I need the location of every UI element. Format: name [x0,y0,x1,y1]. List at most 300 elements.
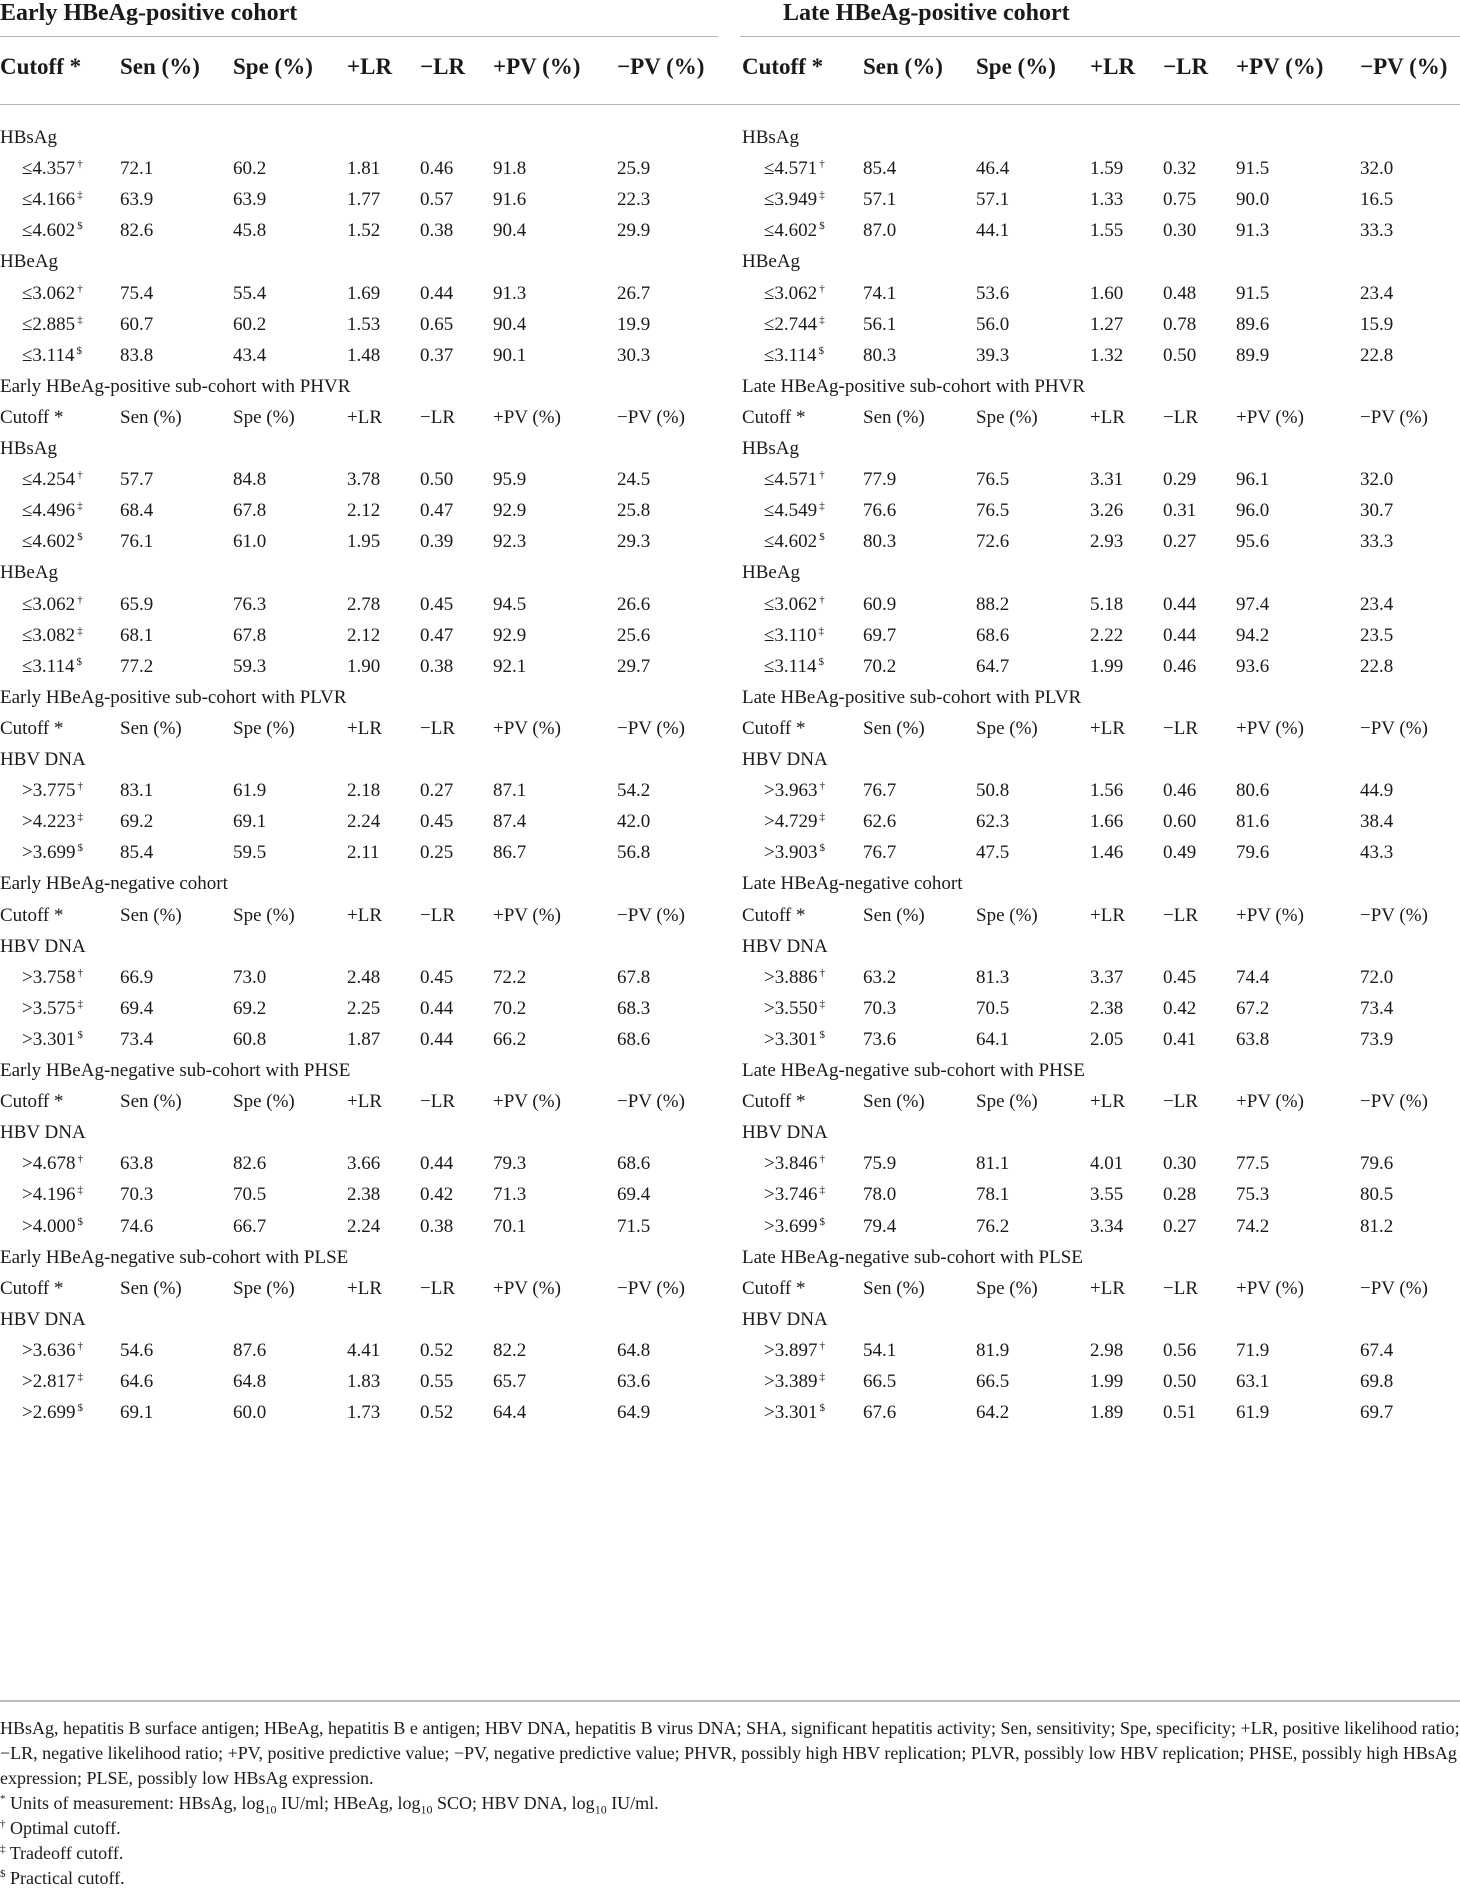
value-npv: 64.8 [617,1340,651,1361]
subheader-ppv: +PV (%) [493,905,561,926]
subheader-npv: −PV (%) [1360,1278,1428,1299]
value-plr: 3.55 [1090,1184,1124,1205]
cutoff-cell [764,1370,825,1394]
cutoff-value: >3.389 [764,1371,818,1392]
value-plr: 1.73 [347,1402,381,1423]
value-sen: 85.4 [863,158,897,179]
subheader-npv: −PV (%) [617,1278,685,1299]
cutoff-value: ≤3.949 [764,189,818,210]
subheader-cutoff: Cutoff * [0,905,64,926]
cutoff-cell [764,313,825,337]
value-ppv: 96.0 [1236,500,1270,521]
subheader-npv: −PV (%) [1360,905,1428,926]
cutoff-cell [22,1401,83,1425]
header-right-sen: Sen (%) [863,54,943,79]
cutoff-mark: ‡ [819,499,825,512]
group-label: Early HBeAg-negative sub-cohort with PLSE [0,1247,349,1268]
value-spe: 76.5 [976,500,1010,521]
footnote-tradeoff [0,1841,1460,1866]
value-spe: 76.2 [976,1216,1010,1237]
value-npv: 68.6 [617,1029,651,1050]
value-plr: 2.22 [1090,625,1124,646]
value-sen: 69.1 [120,1402,154,1423]
group-label: Late HBeAg-negative sub-cohort with PLSE [742,1247,1083,1268]
cutoff-value: >3.699 [22,842,76,863]
value-spe: 87.6 [233,1340,267,1361]
cutoff-cell [22,593,83,617]
value-nlr: 0.25 [420,842,454,863]
cutoff-value: ≤3.110 [764,625,817,646]
value-npv: 23.5 [1360,625,1394,646]
value-sen: 87.0 [863,220,897,241]
cutoff-value: >2.817 [22,1371,76,1392]
group-label: Early HBeAg-positive sub-cohort with PHVR [0,376,351,397]
value-nlr: 0.48 [1163,283,1197,304]
cutoff-mark: $ [819,219,825,232]
cutoff-mark: ‡ [77,624,83,637]
cutoff-cell [764,499,825,523]
cutoff-mark: ‡ [819,188,825,201]
cutoff-mark: $ [76,344,82,357]
cutoff-mark: † [77,1152,83,1165]
cutoff-cell [764,1339,825,1363]
cutoff-value: ≤4.496 [22,500,76,521]
cutoff-value: ≤2.744 [764,314,818,335]
value-plr: 2.24 [347,1216,381,1237]
value-spe: 60.2 [233,158,267,179]
value-npv: 23.4 [1360,283,1394,304]
group-label: HBsAg [0,438,58,459]
subheader-plr: +LR [347,1091,382,1112]
value-sen: 70.2 [863,656,897,677]
value-sen: 69.7 [863,625,897,646]
subheader-plr: +LR [1090,905,1125,926]
cutoff-value: >3.746 [764,1184,818,1205]
value-npv: 23.4 [1360,594,1394,615]
value-nlr: 0.46 [1163,656,1197,677]
header-left-nlr: −LR [420,54,466,79]
subheader-nlr: −LR [420,1091,455,1112]
cutoff-value: ≤3.082 [22,625,76,646]
subheader-nlr: −LR [1163,1278,1198,1299]
value-nlr: 0.44 [420,1029,454,1050]
value-nlr: 0.47 [420,625,454,646]
value-plr: 2.48 [347,967,381,988]
subheader-plr: +LR [1090,407,1125,428]
subheader-npv: −PV (%) [1360,718,1428,739]
cutoff-cell [764,841,825,865]
value-sen: 73.4 [120,1029,154,1050]
cutoff-value: >3.758 [22,967,76,988]
cutoff-mark: † [77,282,83,295]
value-plr: 1.81 [347,158,381,179]
subheader-sen: Sen (%) [863,718,925,739]
subheader-spe: Spe (%) [233,718,295,739]
footnote-units-b: IU/ml; HBeAg, log [276,1793,421,1813]
group-label: HBsAg [742,438,800,459]
value-nlr: 0.57 [420,189,454,210]
header-left-spe: Spe (%) [233,54,313,79]
value-plr: 2.78 [347,594,381,615]
value-spe: 76.5 [976,469,1010,490]
value-spe: 64.7 [976,656,1010,677]
value-spe: 76.3 [233,594,267,615]
value-sen: 70.3 [120,1184,154,1205]
cutoff-cell [22,966,83,990]
value-spe: 43.4 [233,345,267,366]
value-sen: 67.6 [863,1402,897,1423]
value-spe: 70.5 [233,1184,267,1205]
value-npv: 67.8 [617,967,651,988]
value-plr: 1.77 [347,189,381,210]
value-nlr: 0.27 [420,780,454,801]
value-npv: 15.9 [1360,314,1394,335]
cutoff-cell [764,810,825,834]
cutoff-mark: † [77,1339,83,1352]
value-sen: 57.1 [863,189,897,210]
value-sen: 68.4 [120,500,154,521]
subheader-spe: Spe (%) [976,1091,1038,1112]
value-npv: 32.0 [1360,469,1394,490]
value-nlr: 0.32 [1163,158,1197,179]
value-npv: 29.3 [617,531,651,552]
cutoff-value: >3.963 [764,780,818,801]
value-npv: 63.6 [617,1371,651,1392]
value-ppv: 72.2 [493,967,527,988]
cutoff-cell [764,1152,825,1176]
subheader-npv: −PV (%) [617,407,685,428]
value-ppv: 79.6 [1236,842,1270,863]
subheader-plr: +LR [1090,1278,1125,1299]
cutoff-value: ≤3.114 [764,656,817,677]
subheader-plr: +LR [347,1278,382,1299]
header-right-cutoff: Cutoff * [742,54,824,79]
subheader-cutoff: Cutoff * [0,718,64,739]
cutoff-value: >3.636 [22,1340,76,1361]
cutoff-cell [764,344,824,368]
value-sen: 79.4 [863,1216,897,1237]
value-spe: 70.5 [976,998,1010,1019]
cutoff-mark: † [77,468,83,481]
group-label: HBsAg [742,127,800,148]
value-sen: 56.1 [863,314,897,335]
footnote-units-c: SCO; HBV DNA, log [432,1793,595,1813]
value-nlr: 0.45 [420,594,454,615]
value-npv: 81.2 [1360,1216,1394,1237]
value-sen: 80.3 [863,345,897,366]
value-nlr: 0.50 [1163,345,1197,366]
value-nlr: 0.27 [1163,531,1197,552]
value-spe: 64.1 [976,1029,1010,1050]
value-plr: 2.05 [1090,1029,1124,1050]
cutoff-mark: † [77,966,83,979]
value-spe: 60.0 [233,1402,267,1423]
cutoff-value: >4.000 [22,1216,76,1237]
value-npv: 69.4 [617,1184,651,1205]
subheader-spe: Spe (%) [976,1278,1038,1299]
footnote-practical-mark: $ [0,1868,6,1880]
value-npv: 22.8 [1360,345,1394,366]
cutoff-cell [764,282,825,306]
value-plr: 1.99 [1090,1371,1124,1392]
subheader-npv: −PV (%) [1360,407,1428,428]
subheader-cutoff: Cutoff * [742,718,806,739]
value-plr: 1.46 [1090,842,1124,863]
value-nlr: 0.46 [420,158,454,179]
title-rule-left [0,36,718,37]
value-spe: 82.6 [233,1153,267,1174]
value-spe: 69.1 [233,811,267,832]
title-rule-right [740,36,1460,37]
header-right-plr: +LR [1090,54,1136,79]
value-plr: 1.55 [1090,220,1124,241]
value-nlr: 0.29 [1163,469,1197,490]
cutoff-cell [22,1370,83,1394]
group-label: HBeAg [0,251,59,272]
value-nlr: 0.38 [420,220,454,241]
value-plr: 2.93 [1090,531,1124,552]
value-ppv: 71.9 [1236,1340,1270,1361]
group-label: HBeAg [742,251,801,272]
value-plr: 3.37 [1090,967,1124,988]
cutoff-mark: † [819,1152,825,1165]
value-plr: 2.98 [1090,1340,1124,1361]
cutoff-cell [22,282,83,306]
value-ppv: 66.2 [493,1029,527,1050]
cutoff-mark: $ [76,655,82,668]
cutoff-mark: ‡ [819,1370,825,1383]
subheader-spe: Spe (%) [233,1091,295,1112]
value-spe: 60.2 [233,314,267,335]
cutoff-mark: $ [819,841,825,854]
subheader-spe: Spe (%) [233,1278,295,1299]
value-ppv: 97.4 [1236,594,1270,615]
value-nlr: 0.47 [420,500,454,521]
value-nlr: 0.37 [420,345,454,366]
value-ppv: 94.5 [493,594,527,615]
subheader-npv: −PV (%) [1360,1091,1428,1112]
group-label: Early HBeAg-negative cohort [0,873,228,894]
cutoff-value: ≤4.357 [22,158,76,179]
cutoff-value: >3.550 [764,998,818,1019]
cutoff-cell [22,499,83,523]
value-npv: 30.7 [1360,500,1394,521]
value-npv: 33.3 [1360,531,1394,552]
value-plr: 2.18 [347,780,381,801]
value-ppv: 74.4 [1236,967,1270,988]
value-npv: 16.5 [1360,189,1394,210]
value-plr: 5.18 [1090,594,1124,615]
value-plr: 1.69 [347,283,381,304]
value-npv: 69.7 [1360,1402,1394,1423]
cutoff-value: ≤4.602 [22,220,76,241]
value-ppv: 95.6 [1236,531,1270,552]
value-npv: 71.5 [617,1216,651,1237]
subheader-nlr: −LR [1163,905,1198,926]
value-nlr: 0.42 [1163,998,1197,1019]
footnote-units [0,1791,1460,1816]
subheader-ppv: +PV (%) [493,718,561,739]
value-ppv: 92.3 [493,531,527,552]
value-spe: 53.6 [976,283,1010,304]
value-nlr: 0.51 [1163,1402,1197,1423]
cutoff-value: ≤3.062 [764,594,818,615]
value-nlr: 0.30 [1163,1153,1197,1174]
value-plr: 1.66 [1090,811,1124,832]
footnote-optimal [0,1816,1460,1841]
cutoff-mark: † [819,1339,825,1352]
value-npv: 19.9 [617,314,651,335]
value-plr: 2.12 [347,625,381,646]
header-left-ppv: +PV (%) [493,54,581,79]
subheader-nlr: −LR [420,905,455,926]
cutoff-cell [22,530,83,554]
value-nlr: 0.46 [1163,780,1197,801]
cutoff-value: ≤4.254 [22,469,76,490]
value-npv: 25.9 [617,158,651,179]
cutoff-cell [764,593,825,617]
value-ppv: 91.8 [493,158,527,179]
value-spe: 84.8 [233,469,267,490]
cutoff-cell [764,779,825,803]
value-ppv: 80.6 [1236,780,1270,801]
value-ppv: 79.3 [493,1153,527,1174]
left-cohort-title: Early HBeAg-positive cohort [0,0,298,26]
subheader-sen: Sen (%) [120,718,182,739]
cutoff-cell [22,1339,83,1363]
value-sen: 72.1 [120,158,154,179]
subheader-sen: Sen (%) [863,1091,925,1112]
value-spe: 72.6 [976,531,1010,552]
cutoff-value: ≤3.062 [22,594,76,615]
value-spe: 69.2 [233,998,267,1019]
value-spe: 61.9 [233,780,267,801]
cutoff-mark: ‡ [77,1370,83,1383]
value-ppv: 94.2 [1236,625,1270,646]
value-sen: 76.6 [863,500,897,521]
value-plr: 1.89 [1090,1402,1124,1423]
value-spe: 57.1 [976,189,1010,210]
subheader-ppv: +PV (%) [1236,1278,1304,1299]
cutoff-cell [22,810,83,834]
value-spe: 59.3 [233,656,267,677]
value-nlr: 0.55 [420,1371,454,1392]
subheader-sen: Sen (%) [863,1278,925,1299]
cutoff-mark: † [77,779,83,792]
value-ppv: 77.5 [1236,1153,1270,1174]
value-spe: 64.8 [233,1371,267,1392]
cutoff-value: ≤2.885 [22,314,76,335]
cutoff-value: >3.301 [764,1029,818,1050]
value-spe: 81.3 [976,967,1010,988]
cutoff-mark: ‡ [819,810,825,823]
cutoff-value: >3.846 [764,1153,818,1174]
value-ppv: 86.7 [493,842,527,863]
value-npv: 29.7 [617,656,651,677]
group-label: Late HBeAg-positive sub-cohort with PHVR [742,376,1086,397]
cutoff-mark: ‡ [819,997,825,1010]
group-label: HBV DNA [742,1309,828,1330]
group-label: HBV DNA [0,1122,86,1143]
cutoff-value: >4.729 [764,811,818,832]
value-sen: 63.9 [120,189,154,210]
group-label: Late HBeAg-positive sub-cohort with PLVR [742,687,1082,708]
value-sen: 60.7 [120,314,154,335]
value-ppv: 74.2 [1236,1216,1270,1237]
subheader-plr: +LR [347,905,382,926]
cutoff-mark: ‡ [819,1183,825,1196]
value-nlr: 0.30 [1163,220,1197,241]
value-sen: 83.1 [120,780,154,801]
value-sen: 66.5 [863,1371,897,1392]
value-ppv: 91.5 [1236,283,1270,304]
value-plr: 2.25 [347,998,381,1019]
cutoff-mark: $ [818,344,824,357]
value-plr: 1.95 [347,531,381,552]
cutoff-cell [764,1028,825,1052]
group-label: HBV DNA [0,749,86,770]
subheader-sen: Sen (%) [863,407,925,428]
cutoff-cell [764,157,825,181]
table-bottom-rule [0,1700,1460,1702]
cutoff-cell [22,157,83,181]
value-spe: 73.0 [233,967,267,988]
value-sen: 74.1 [863,283,897,304]
cutoff-value: ≤4.571 [764,469,818,490]
footnote-optimal-mark: † [0,1818,6,1830]
value-npv: 25.8 [617,500,651,521]
subheader-ppv: +PV (%) [1236,407,1304,428]
subheader-nlr: −LR [1163,1091,1198,1112]
value-npv: 42.0 [617,811,651,832]
value-npv: 32.0 [1360,158,1394,179]
value-nlr: 0.44 [420,283,454,304]
value-npv: 54.2 [617,780,651,801]
value-spe: 55.4 [233,283,267,304]
footnote-practical-text: Practical cutoff. [10,1868,125,1888]
subheader-cutoff: Cutoff * [0,407,64,428]
cutoff-mark: $ [819,1028,825,1041]
value-spe: 62.3 [976,811,1010,832]
cutoff-cell [764,188,825,212]
log-sub-3: 10 [594,1802,607,1817]
value-sen: 63.2 [863,967,897,988]
value-npv: 38.4 [1360,811,1394,832]
value-plr: 2.12 [347,500,381,521]
value-sen: 80.3 [863,531,897,552]
cutoff-value: ≤4.602 [764,531,818,552]
cutoff-value: ≤3.114 [764,345,817,366]
cutoff-mark: ‡ [77,188,83,201]
cutoff-cell [764,1183,825,1207]
group-label: HBV DNA [0,1309,86,1330]
footnote-tradeoff-text: Tradeoff cutoff. [9,1843,124,1863]
cutoff-value: >3.775 [22,780,76,801]
value-plr: 1.83 [347,1371,381,1392]
value-spe: 39.3 [976,345,1010,366]
subheader-sen: Sen (%) [863,905,925,926]
value-spe: 88.2 [976,594,1010,615]
value-sen: 57.7 [120,469,154,490]
value-ppv: 70.1 [493,1216,527,1237]
value-spe: 66.5 [976,1371,1010,1392]
value-npv: 72.0 [1360,967,1394,988]
value-npv: 26.6 [617,594,651,615]
value-sen: 69.2 [120,811,154,832]
cutoff-value: ≤4.602 [764,220,818,241]
cutoff-value: >4.678 [22,1153,76,1174]
cutoff-value: >3.699 [764,1216,818,1237]
